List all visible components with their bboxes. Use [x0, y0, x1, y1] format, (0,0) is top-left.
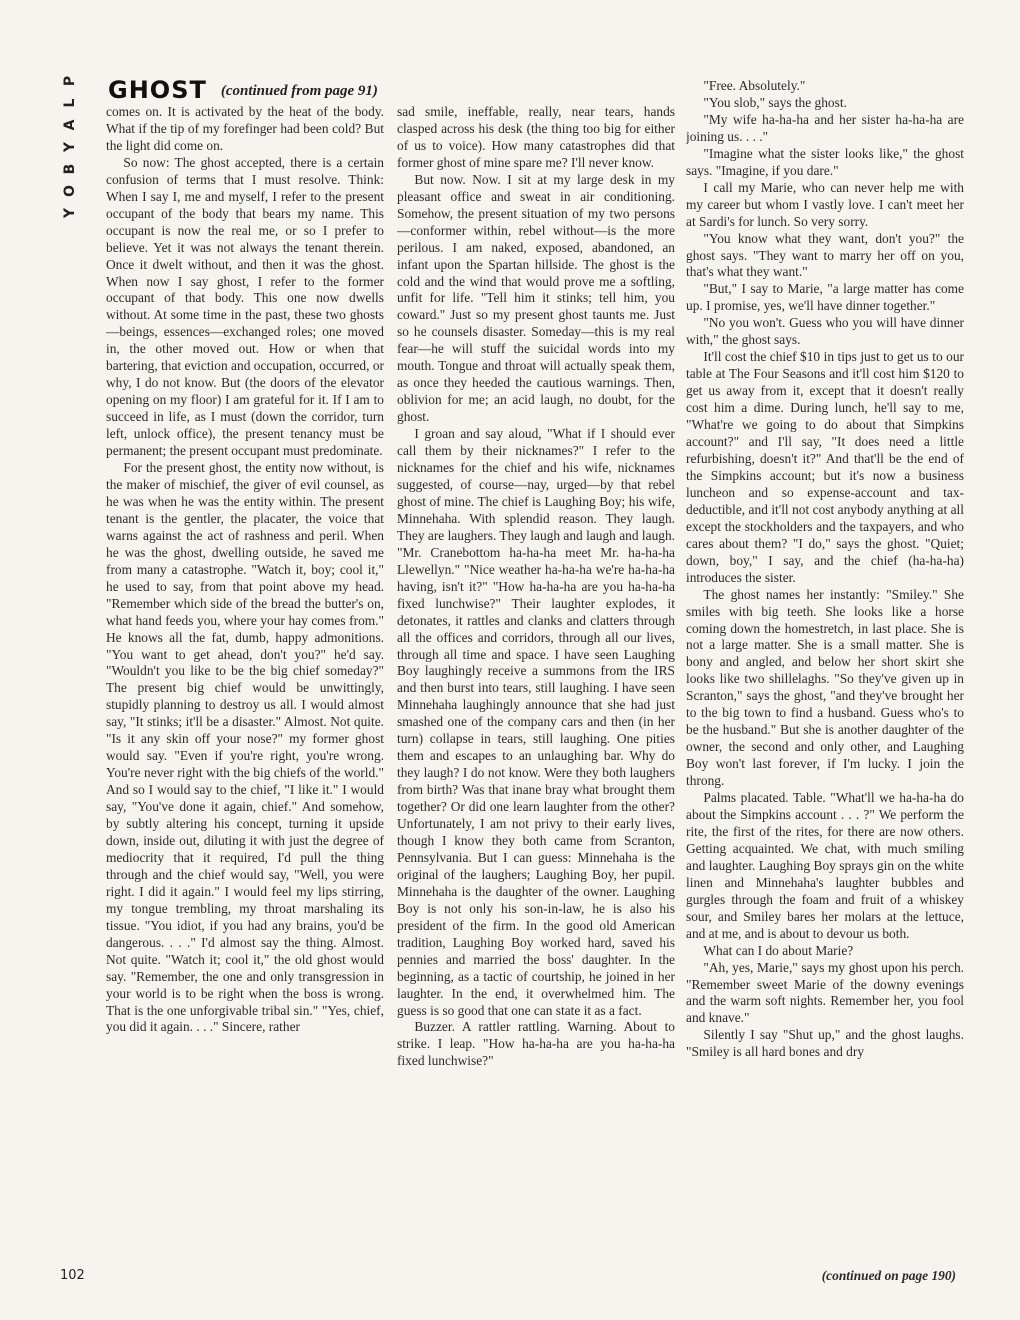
paragraph: "You know what they want, don't you?" the ghost says. "They want to marry her off on you, that's what they want." — [686, 230, 964, 280]
paragraph: So now: The ghost accepted, there is a certain confusion of terms that I must resolve. Think: When I say I, me and myself, I refer to the present occupant of the body that bears my name. This occupant is now the real me, or so I prefer to believe. Yet it was not always the tenant therein. Once it dwelt without, and then it was the ghost. When now I say ghost, I refer to the former occupant of that body. This one now dwells without. At some time in the past, these two ghosts—beings, essences—exchanged roles; one moved in, the other moved out. How or when that bartering, that eviction and occupation, occurred, or why, I do not know. But (the doors of the elevator opening on my floor) I am grateful for it. If I am to succeed in life, as I must (down the corridor, turn left, unlock office), the present tenancy must be permanent; the present occupant must predominate. — [106, 154, 384, 459]
paragraph: "Free. Absolutely." — [703, 78, 806, 93]
section-header — [108, 72, 398, 102]
text-column-2 — [397, 104, 675, 1284]
paragraph: "My wife ha-ha-ha and her sister ha-ha-ha are joining us. . . ." — [686, 111, 964, 144]
continued-on-note: (continued on page 190) — [821, 1268, 956, 1283]
paragraph: It'll cost the chief $10 in tips just to get us to our table at The Four Seasons and it'll cost him $120 to get us away from it, except that it doesn't really cost him a dime. During lunch, he'll say to me, "What're we going to do about that Simpkins account?" and I'll say, "It does need a little refurbishing, doesn't it?" And that'll be the end of the Simpkins account; but it's now a business luncheon and so expense-account and tax-deductible, and it'll not cost anybody anything at all except the stockholders and the taxpayers, and who cares about them? "I do," says the ghost. "Quiet; down, boy," I say, and the chief (ha-ha-ha) introduces the sister. — [686, 349, 964, 585]
page-number: 102 — [60, 1268, 85, 1283]
magazine-letter: L — [62, 98, 78, 108]
continued-from-note: (continued from page 91) — [220, 83, 378, 99]
paragraph: Silently I say "Shut up," and the ghost laughs. "Smiley is all hard bones and dry — [686, 1027, 964, 1060]
magazine-letter: B — [62, 163, 78, 175]
magazine-letter: A — [62, 119, 78, 131]
paragraph: sad smile, ineffable, really, near tears, hands clasped across his desk (the thing too big for either of us to voice). How many catastrophes did that former ghost of mine spare me? I'll never know. — [397, 104, 675, 170]
paragraph: I groan and say aloud, "What if I should ever call them by their nicknames?" I refer to the nicknames for the chief and his wife, nicknames suggested, of course—nay, urged—by that rebel ghost of mine. The chief is Laughing Boy; his wife, Minnehaha. With splendid reason. They laugh. They are laughers. They laugh and laugh and laugh. "Mr. Cranebottom ha-ha-ha meet Mr. ha-ha-ha Llewellyn." "Nice weather ha-ha-ha we're ha-ha-ha having, isn't it?" "How ha-ha-ha are you ha-ha-ha fixed lunchwise?" Their laughter explodes, it detonates, it rattles and clanks and clatters through all the offices and corridors, through all our lives, through all time and space. I have seen Laughing Boy laughingly receive a summons from the IRS and then burst into tears, still laughing. I have seen Minnehaha laughingly announce that she had just smashed one of the company cars and then (in her turn) collapse in tears, still laughing. One pities them and escapes to an unlaughing bar. Why do they laugh? I do not know. Were they both laughers from birth? Was that inane bray what brought them together? Or did one learn laughter from the other? Unfortunately, I am not privy to their early lives, though I know they both came from Scranton, Pennsylvania. But I can guess: Minnehaha is the original of the laughers; Laughing Boy, her pupil. Minnehaha is the daughter of the owner. Laughing Boy is not only his son-in-law, he is also his president of the firm. In the good old American tradition, Laughing Boy worked hard, saved his pennies and married the boss' daughter. In the beginning, as a tactic of courtship, he joined in her laughter. In the end, it overwhelmed him. The guess is so good that one can state it as a fact. — [397, 426, 675, 1018]
magazine-letter: Y — [62, 141, 78, 153]
paragraph: The ghost names her instantly: "Smiley." She smiles with big teeth. She looks like a horse coming down the homestretch, in last place. She is not a large matter. She is a small matter. She is bony and angled, and below her short skirt she looks like two shillelaghs. "So they've given up in Scranton," says the ghost, "and they've brought her to the big town to find a husband. Guess who's to be the husband." But she is another daughter of the owner, the second and only other, and Laughing Boy won't last forever, if I'm lucky. I join the throng. — [686, 586, 964, 789]
paragraph: "Ah, yes, Marie," says my ghost upon his perch. "Remember sweet Marie of the downy evenings and the warm soft nights. Remember her, you fool and knave." — [686, 959, 964, 1026]
magazine-letter: P — [62, 75, 78, 87]
paragraph: "No you won't. Guess who you will have dinner with," the ghost says. — [686, 315, 964, 348]
paragraph: "You slob," says the ghost. — [703, 94, 847, 110]
paragraph: Buzzer. A rattler rattling. Warning. About to strike. I leap. "How ha-ha-ha are you ha-ha-ha fixed lunchwise?" — [397, 1019, 675, 1069]
paragraph: comes on. It is activated by the heat of the body. What if the tip of my forefinger had been cold? But the light did come on. — [106, 104, 384, 153]
paragraph: What can I do about Marie? — [703, 942, 854, 958]
section-title: GHOST — [108, 76, 207, 104]
magazine-letter: Y — [62, 207, 78, 219]
paragraph: Palms placated. Table. "What'll we ha-ha-ha do about the Simpkins account . . . ?" We perform the rite, the first of the rites, for there are now others. Getting acquainted. We chat, with much smiling and laughter. Laughing Boy sprays gin on the white linen and Minnehaha's laughter bubbles and gurgles through the foam and fruit of a whiskey sour, and Smiley bares her molars at the lettuce, and at me, and is about to devour us both. — [686, 790, 964, 941]
text-column-1 — [106, 104, 384, 1284]
paragraph: But now. Now. I sit at my large desk in my pleasant office and sweat in air conditioning. Somehow, the present situation of my two persons—conformer within, rebel without—is the more perilous. I am naked, exposed, abandoned, an infant upon the Spartan hillside. The ghost is the cold and the wind that would prove me a softling, unfit for life. "Tell him it stinks; tell him, you coward." Just so my present ghost taunts me. Just so he counsels disaster. Someday—this is my real fear—he will stuff the suicidal words into my mouth. Tongue and throat will actually speak them, as once they heeded the cautious warnings. Then, oblivion for me; an acid laugh, no doubt, for the ghost. — [397, 171, 675, 425]
magazine-letter: O — [62, 185, 78, 197]
text-column-3 — [686, 78, 964, 1268]
paragraph: For the present ghost, the entity now without, is the maker of mischief, the giver of evil counsel, as he was when he was the entity within. The present tenant is the gentler, the placater, the voice that warns against the act of rashness and peril. When he was the ghost, dwelling outside, he saved me from many a catastrophe. "Watch it, boy; cool it," he used to say, from that point above my head. "Remember which side of the bread the butter's on, what hand feeds you, where your hay comes from." He knows all the fat, dumb, happy admonitions. "You want to get ahead, don't you?" he'd say. "Wouldn't you like to be the big chief someday?" The present big chief would be unwittingly, stupidly planning to destroy us all. I would almost say, "It stinks; it'll be a disaster." Almost. Not quite. "Is it any skin off your nose?" my former ghost would say. "Even if you're right, you're wrong. You're never right with the big chiefs of the world." And so I would say to the chief, "I like it." I would say, "You've done it again, chief." And somehow, by subtly altering his concept, turning it upside down, inside out, diluting it with just the degree of mediocrity that it required, I'd pull the thing through and the chief would say, "Well, you were right. I did it again." I would feel my lips stirring, my tongue trembling, my throat marshaling its tissue. "You idiot, if you had any brains, you'd be dangerous. . . ." I'd almost say the thing. Almost. Not quite. "Watch it; cool it," the old ghost would say. "Remember, the one and only transgression in your world is to be right when the boss is wrong. That is the one unforgivable tribal sin." "Yes, chief, you did it again. . . ." Sincere, rather — [106, 460, 384, 1035]
paragraph: I call my Marie, who can never help me with my career but whom I vastly love. I can't meet her at Sardi's for lunch. So very sorry. — [686, 179, 964, 229]
paragraph: "But," I say to Marie, "a large matter has come up. I promise, yes, we'll have dinner together." — [686, 281, 964, 314]
paragraph: "Imagine what the sister looks like," the ghost says. "Imagine, if you dare." — [686, 145, 964, 178]
vertical-magazine-name — [60, 70, 80, 224]
